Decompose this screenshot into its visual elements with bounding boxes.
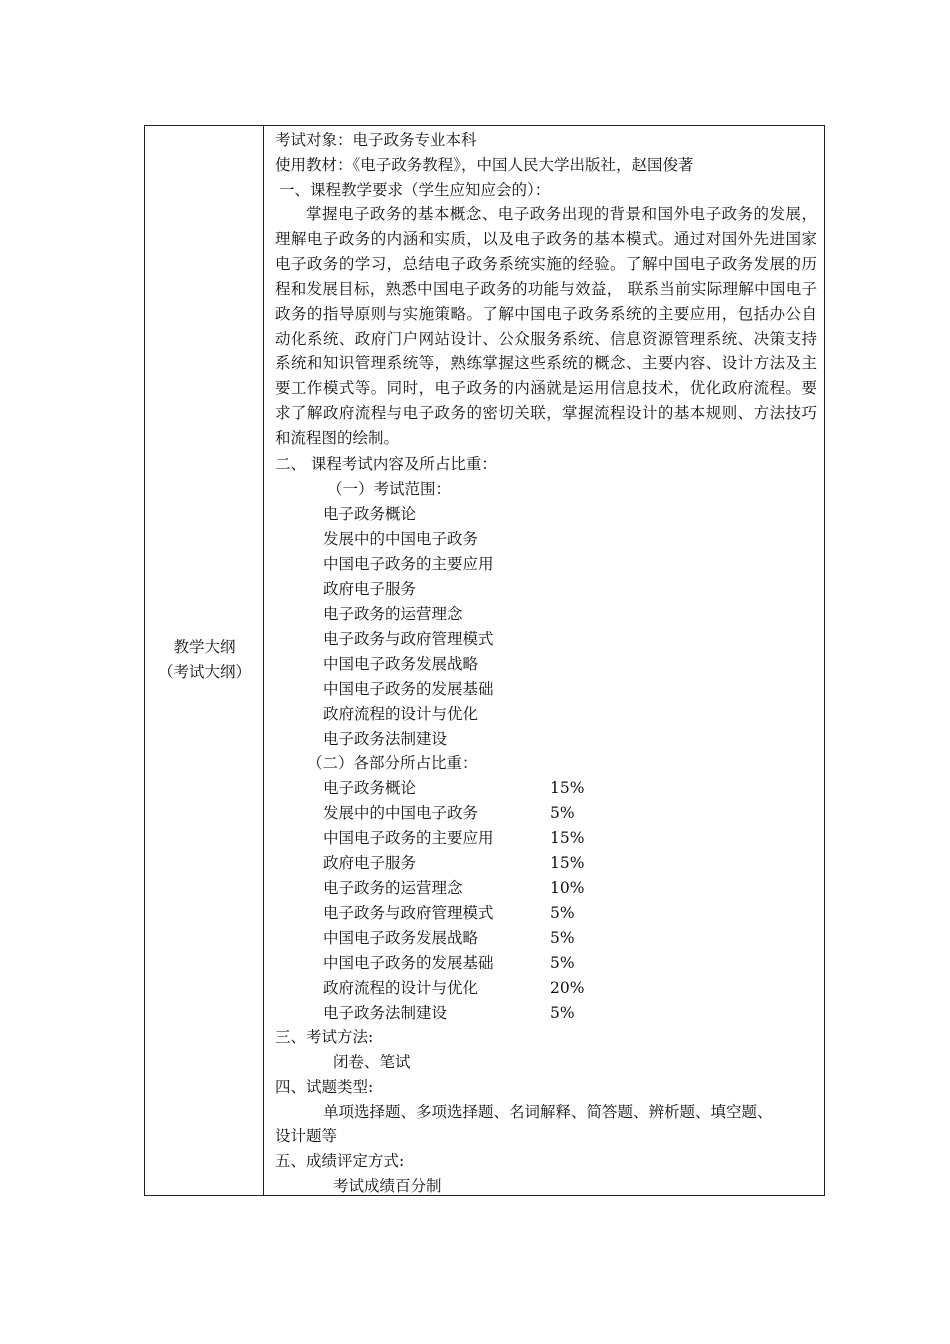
scope-item: 发展中的中国电子政务 [323,530,479,548]
section4-body-line1: 单项选择题、多项选择题、名词解释、简答题、辨析题、填空题、 [323,1103,773,1121]
section3-body: 闭卷、笔试 [333,1053,411,1071]
weight-name: 电子政务的运营理念 [323,879,463,897]
weight-title: （二）各部分所占比重： [307,754,478,772]
scope-title: （一）考试范围： [327,480,452,498]
scope-item: 电子政务概论 [323,505,417,523]
weight-pct: 20% [550,979,585,997]
weight-pct: 15% [550,779,585,797]
weight-name: 中国电子政务发展战略 [323,929,479,947]
scope-item: 中国电子政务发展战略 [323,655,479,673]
weight-pct: 5% [550,929,575,947]
scope-item: 电子政务法制建设 [323,730,448,748]
weight-name: 中国电子政务的发展基础 [323,954,494,972]
weight-name: 电子政务法制建设 [323,1004,448,1022]
label-cell [145,126,264,1195]
exam-target: 考试对象：电子政务专业本科 [275,131,477,149]
weight-name: 政府流程的设计与优化 [323,979,479,997]
row-label-line1: 教学大纲 [173,638,236,656]
weight-pct: 15% [550,829,585,847]
weight-name: 发展中的中国电子政务 [323,804,479,822]
section4-title: 四、试题类型: [275,1078,374,1096]
weight-name: 政府电子服务 [323,854,417,872]
weight-pct: 15% [550,854,585,872]
textbook: 使用教材：《电子政务教程》，中国人民大学出版社，赵国俊著 [275,156,694,174]
syllabus-table [144,125,825,1196]
scope-item: 中国电子政务的主要应用 [323,555,494,573]
weight-pct: 5% [550,954,575,972]
weight-pct: 10% [550,879,585,897]
section4-body-line2: 设计题等 [275,1127,338,1145]
scope-item: 电子政务与政府管理模式 [323,630,494,648]
scope-item: 政府电子服务 [323,580,417,598]
scope-item: 中国电子政务的发展基础 [323,680,494,698]
weight-pct: 5% [550,804,575,822]
weight-pct: 5% [550,904,575,922]
weight-name: 电子政务概论 [323,779,417,797]
row-label-line2: （考试大纲） [157,663,251,681]
scope-item: 电子政务的运营理念 [323,605,463,623]
section1-title: 一、课程教学要求（学生应知应会的）： [279,181,551,199]
scope-item: 政府流程的设计与优化 [323,705,479,723]
weight-pct: 5% [550,1004,575,1022]
section3-title: 三、考试方法: [275,1028,374,1046]
row-label [145,635,264,685]
weight-name: 中国电子政务的主要应用 [323,829,494,847]
section2-title: 二、 课程考试内容及所占比重： [275,455,497,473]
section1-body: 掌握电子政务的基本概念、电子政务出现的背景和国外电子政务的发展，理解电子政务的内涵和实质，以及电子政务的基本模式。通过对国外先进国家电子政务的学习，总结电子政务系统实施的经验。了解中国电子政务发展的历程和发展目标，熟悉中国电子政务的功能与效益， 联系当前实际理解中国电子政务的指导原则与实施策略。了解中国电子政务系统的主要应用，包括办公自动化系统、政府门户网站设计、公众服务系统、信息资源管理系统、决策支持系统和知识管理系统等，熟练掌握这些系统的概念、主要内容、设计方法及主要工作模式等。同时，电子政务的内涵就是运用信息技术，优化政府流程。要求了解政府流程与电子政务的密切关联，掌握流程设计的基本规则、方法技巧和流程图的绘制。 [275,205,817,448]
section5-title: 五、成绩评定方式: [275,1152,405,1170]
section5-body: 考试成绩百分制 [333,1177,442,1195]
content-cell [265,126,825,1195]
weight-name: 电子政务与政府管理模式 [323,904,494,922]
